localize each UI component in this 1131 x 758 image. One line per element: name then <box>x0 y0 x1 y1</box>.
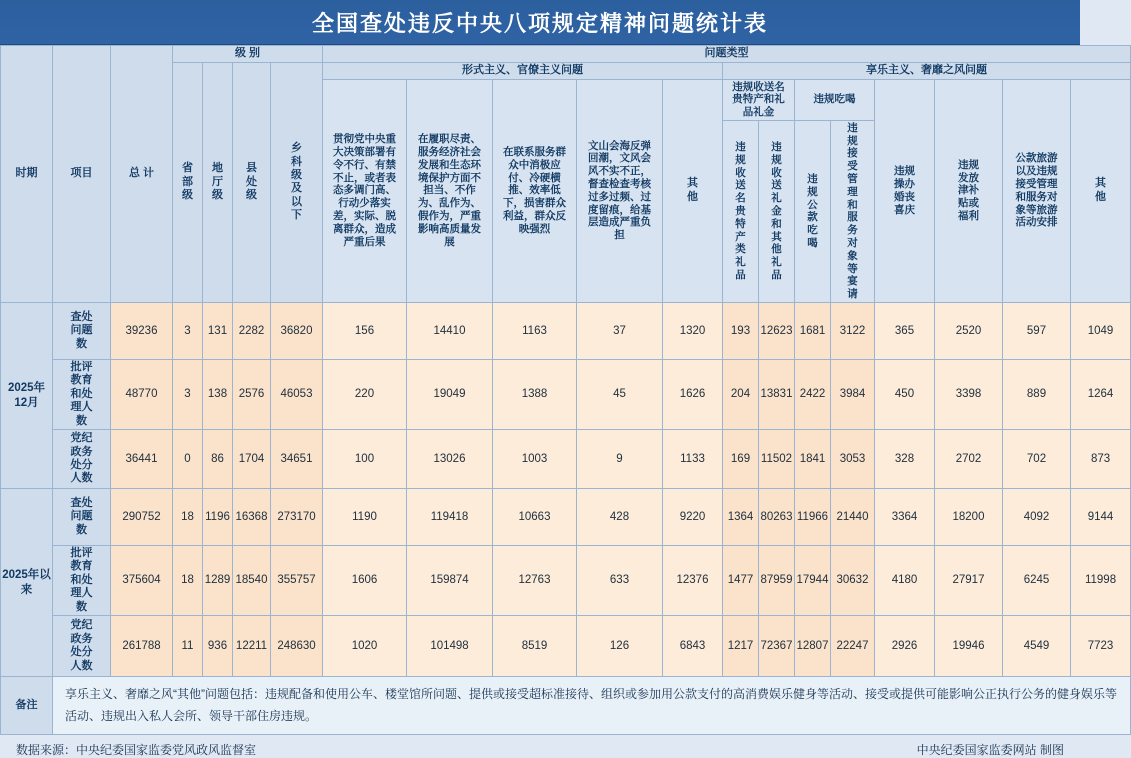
cell-formalism-3: 633 <box>577 546 663 616</box>
cell-hedonism-6: 6245 <box>1003 546 1071 616</box>
header-hedonism-subsidy: 违规发放津补贴或福利 <box>935 79 1003 303</box>
cell-hedonism-6: 597 <box>1003 303 1071 360</box>
cell-formalism-2: 8519 <box>493 616 577 677</box>
cell-level-1: 1196 <box>203 489 233 546</box>
cell-formalism-1: 14410 <box>407 303 493 360</box>
row-item-label: 批评教育和处理人数 <box>53 546 111 616</box>
cell-formalism-4: 1320 <box>663 303 723 360</box>
cell-hedonism-1: 11502 <box>759 430 795 489</box>
header-hedonism-gift: 违规收送名贵特产和礼品礼金 <box>723 79 795 120</box>
cell-hedonism-0: 1217 <box>723 616 759 677</box>
cell-hedonism-5: 3398 <box>935 360 1003 430</box>
cell-hedonism-3: 3122 <box>831 303 875 360</box>
page-title: 全国查处违反中央八项规定精神问题统计表 <box>311 10 768 36</box>
cell-formalism-4: 6843 <box>663 616 723 677</box>
cell-formalism-3: 37 <box>577 303 663 360</box>
cell-level-2: 12211 <box>233 616 271 677</box>
cell-level-2: 2282 <box>233 303 271 360</box>
table-row <box>1 489 1131 546</box>
cell-hedonism-0: 1364 <box>723 489 759 546</box>
cell-level-3: 273170 <box>271 489 323 546</box>
header-gift-sub-2: 违规收送礼金和其他礼品 <box>759 120 795 302</box>
footer <box>0 735 1080 758</box>
header-formalism-col-4: 文山会海反弹回潮，文风会风不实不正，督查检查考核过多过频、过度留痕，给基层造成严重负担 <box>577 79 663 303</box>
table-row <box>1 303 1131 360</box>
cell-level-0: 0 <box>173 430 203 489</box>
header-drink-sub-1: 违规公款吃喝 <box>795 120 831 302</box>
cell-hedonism-4: 365 <box>875 303 935 360</box>
cell-hedonism-4: 4180 <box>875 546 935 616</box>
cell-level-2: 16368 <box>233 489 271 546</box>
table-row <box>1 360 1131 430</box>
statistics-table <box>0 45 1131 735</box>
cell-hedonism-6: 4092 <box>1003 489 1071 546</box>
cell-hedonism-0: 204 <box>723 360 759 430</box>
cell-formalism-0: 220 <box>323 360 407 430</box>
cell-level-3: 355757 <box>271 546 323 616</box>
header-drink-sub-2: 违规接受管理和服务对象等宴请 <box>831 120 875 302</box>
note-label: 备注 <box>1 677 53 735</box>
row-item-label: 查处问题数 <box>53 303 111 360</box>
cell-hedonism-3: 3984 <box>831 360 875 430</box>
cell-hedonism-2: 1681 <box>795 303 831 360</box>
cell-formalism-3: 9 <box>577 430 663 489</box>
header-hedonism-wedding: 违规操办婚丧喜庆 <box>875 79 935 303</box>
header-total: 总 计 <box>111 46 173 303</box>
header-gift-sub-1: 违规收送名贵特产类礼品 <box>723 120 759 302</box>
header-item: 项目 <box>53 46 111 303</box>
cell-formalism-1: 19049 <box>407 360 493 430</box>
cell-hedonism-7: 1264 <box>1071 360 1131 430</box>
cell-hedonism-1: 12623 <box>759 303 795 360</box>
cell-total: 36441 <box>111 430 173 489</box>
cell-total: 48770 <box>111 360 173 430</box>
header-hedonism-group: 享乐主义、奢靡之风问题 <box>723 62 1131 79</box>
cell-formalism-3: 126 <box>577 616 663 677</box>
cell-hedonism-3: 30632 <box>831 546 875 616</box>
cell-formalism-1: 101498 <box>407 616 493 677</box>
header-hedonism-travel: 公款旅游以及违规接受管理和服务对象等旅游活动安排 <box>1003 79 1071 303</box>
cell-total: 290752 <box>111 489 173 546</box>
cell-hedonism-4: 450 <box>875 360 935 430</box>
row-item-label: 批评教育和处理人数 <box>53 360 111 430</box>
cell-formalism-4: 1626 <box>663 360 723 430</box>
cell-hedonism-7: 11998 <box>1071 546 1131 616</box>
cell-hedonism-7: 1049 <box>1071 303 1131 360</box>
header-formalism-col-3: 在联系服务群众中消极应付、冷硬横推、效率低下，损害群众利益，群众反映强烈 <box>493 79 577 303</box>
cell-level-1: 138 <box>203 360 233 430</box>
cell-formalism-4: 12376 <box>663 546 723 616</box>
cell-formalism-4: 9220 <box>663 489 723 546</box>
cell-hedonism-4: 2926 <box>875 616 935 677</box>
header-level-county: 县处级 <box>233 62 271 302</box>
cell-level-1: 86 <box>203 430 233 489</box>
cell-level-3: 34651 <box>271 430 323 489</box>
cell-level-0: 3 <box>173 360 203 430</box>
cell-hedonism-5: 18200 <box>935 489 1003 546</box>
header-hedonism-drink: 违规吃喝 <box>795 79 875 120</box>
cell-formalism-0: 1020 <box>323 616 407 677</box>
cell-hedonism-0: 1477 <box>723 546 759 616</box>
cell-formalism-1: 119418 <box>407 489 493 546</box>
cell-hedonism-3: 22247 <box>831 616 875 677</box>
cell-total: 261788 <box>111 616 173 677</box>
header-row-1 <box>1 46 1131 63</box>
cell-formalism-0: 1606 <box>323 546 407 616</box>
page-title-bar <box>0 0 1080 45</box>
cell-hedonism-6: 4549 <box>1003 616 1071 677</box>
cell-hedonism-0: 169 <box>723 430 759 489</box>
data-source: 数据来源：中央纪委国家监委党风政风监督室 <box>16 743 257 758</box>
cell-hedonism-7: 873 <box>1071 430 1131 489</box>
cell-formalism-1: 159874 <box>407 546 493 616</box>
cell-level-0: 18 <box>173 489 203 546</box>
note-text: 享乐主义、奢靡之风“其他”问题包括：违规配备和使用公车、楼堂馆所问题、提供或接受超标准接待、组织或参加用公款支付的高消费娱乐健身等活动、接受或提供可能影响公正执行公务的健身娱乐等活动、违规出入私人会所、领导干部住房违规。 <box>53 677 1131 735</box>
cell-hedonism-1: 13831 <box>759 360 795 430</box>
table-row <box>1 546 1131 616</box>
cell-formalism-1: 13026 <box>407 430 493 489</box>
cell-level-2: 18540 <box>233 546 271 616</box>
cell-total: 39236 <box>111 303 173 360</box>
cell-formalism-2: 1163 <box>493 303 577 360</box>
row-item-label: 查处问题数 <box>53 489 111 546</box>
cell-hedonism-5: 2702 <box>935 430 1003 489</box>
cell-level-1: 1289 <box>203 546 233 616</box>
cell-level-2: 1704 <box>233 430 271 489</box>
cell-level-0: 18 <box>173 546 203 616</box>
cell-hedonism-1: 80263 <box>759 489 795 546</box>
cell-hedonism-5: 27917 <box>935 546 1003 616</box>
cell-formalism-3: 428 <box>577 489 663 546</box>
cell-hedonism-3: 3053 <box>831 430 875 489</box>
cell-hedonism-0: 193 <box>723 303 759 360</box>
header-level-group: 级 别 <box>173 46 323 63</box>
cell-hedonism-2: 12807 <box>795 616 831 677</box>
cell-formalism-2: 1388 <box>493 360 577 430</box>
cell-hedonism-6: 702 <box>1003 430 1071 489</box>
cell-hedonism-1: 72367 <box>759 616 795 677</box>
cell-hedonism-7: 7723 <box>1071 616 1131 677</box>
cell-hedonism-2: 2422 <box>795 360 831 430</box>
cell-formalism-2: 10663 <box>493 489 577 546</box>
cell-level-0: 11 <box>173 616 203 677</box>
cell-level-3: 248630 <box>271 616 323 677</box>
cell-level-3: 46053 <box>271 360 323 430</box>
cell-hedonism-1: 87959 <box>759 546 795 616</box>
header-formalism-group: 形式主义、官僚主义问题 <box>323 62 723 79</box>
period-cell: 2025年12月 <box>1 303 53 489</box>
cell-hedonism-5: 2520 <box>935 303 1003 360</box>
header-problem-type-group: 问题类型 <box>323 46 1131 63</box>
credit: 中央纪委国家监委网站 制图 <box>916 743 1064 758</box>
cell-hedonism-2: 17944 <box>795 546 831 616</box>
cell-formalism-2: 12763 <box>493 546 577 616</box>
row-item-label: 党纪政务处分人数 <box>53 616 111 677</box>
cell-hedonism-3: 21440 <box>831 489 875 546</box>
cell-formalism-0: 156 <box>323 303 407 360</box>
cell-level-2: 2576 <box>233 360 271 430</box>
cell-formalism-4: 1133 <box>663 430 723 489</box>
cell-hedonism-2: 11966 <box>795 489 831 546</box>
cell-hedonism-4: 328 <box>875 430 935 489</box>
cell-hedonism-6: 889 <box>1003 360 1071 430</box>
header-formalism-col-2: 在履职尽责、服务经济社会发展和生态环境保护方面不担当、不作为、乱作为、假作为，严重影响高质量发展 <box>407 79 493 303</box>
cell-hedonism-5: 19946 <box>935 616 1003 677</box>
row-item-label: 党纪政务处分人数 <box>53 430 111 489</box>
cell-level-1: 131 <box>203 303 233 360</box>
period-cell: 2025年以来 <box>1 489 53 677</box>
header-level-bureau: 地厅级 <box>203 62 233 302</box>
header-level-township: 乡科级及以下 <box>271 62 323 302</box>
note-row <box>1 677 1131 735</box>
cell-hedonism-7: 9144 <box>1071 489 1131 546</box>
cell-formalism-0: 100 <box>323 430 407 489</box>
cell-level-0: 3 <box>173 303 203 360</box>
table-row <box>1 430 1131 489</box>
header-formalism-col-1: 贯彻党中央重大决策部署有令不行、有禁不止，或者表态多调门高、行动少落实差，实际、脱离群众，造成严重后果 <box>323 79 407 303</box>
cell-hedonism-2: 1841 <box>795 430 831 489</box>
cell-level-1: 936 <box>203 616 233 677</box>
cell-formalism-3: 45 <box>577 360 663 430</box>
header-level-provincial: 省部级 <box>173 62 203 302</box>
header-period: 时期 <box>1 46 53 303</box>
header-formalism-col-other: 其他 <box>663 79 723 303</box>
cell-level-3: 36820 <box>271 303 323 360</box>
table-row <box>1 616 1131 677</box>
cell-formalism-2: 1003 <box>493 430 577 489</box>
cell-formalism-0: 1190 <box>323 489 407 546</box>
header-hedonism-other: 其他 <box>1071 79 1131 303</box>
cell-hedonism-4: 3364 <box>875 489 935 546</box>
cell-total: 375604 <box>111 546 173 616</box>
